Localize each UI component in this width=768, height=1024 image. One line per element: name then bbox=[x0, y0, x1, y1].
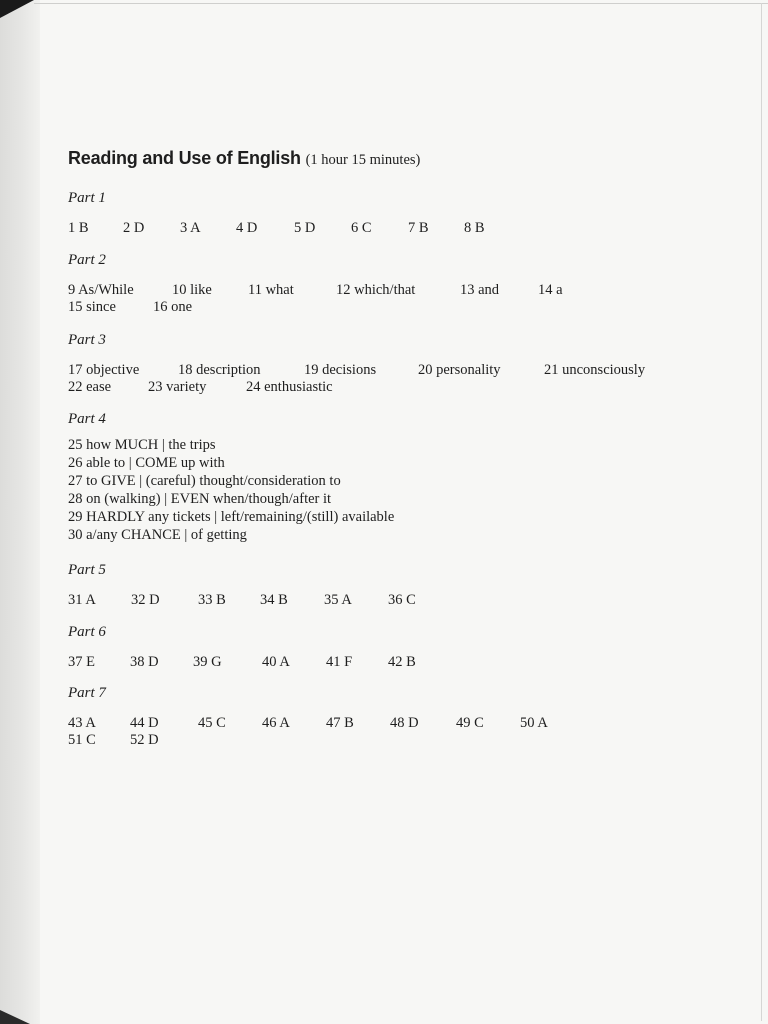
answer-item: 44 D bbox=[130, 715, 159, 731]
answer-item: 42 B bbox=[388, 654, 416, 670]
part-heading: Part 1 bbox=[68, 190, 106, 206]
answer-item: 9 As/While bbox=[68, 282, 134, 298]
answer-item: 49 C bbox=[456, 715, 484, 731]
answer-item: 16 one bbox=[153, 299, 193, 315]
answer-item: 15 since bbox=[68, 299, 116, 315]
answer-item: 34 B bbox=[260, 592, 288, 608]
answer-item: 36 C bbox=[388, 592, 416, 608]
answer-item: 4 D bbox=[236, 220, 258, 236]
answer-item: 11 what bbox=[248, 282, 294, 298]
answer-item: 33 B bbox=[198, 592, 226, 608]
answer-item: 50 A bbox=[520, 715, 548, 731]
answer-item: 24 enthusiastic bbox=[246, 379, 333, 395]
answer-item: 3 A bbox=[180, 220, 201, 236]
answer-item: 8 B bbox=[464, 220, 485, 236]
answer-item: 23 variety bbox=[148, 379, 207, 395]
answer-key bbox=[68, 148, 728, 748]
part-heading: Part 7 bbox=[68, 685, 106, 701]
answer-row bbox=[68, 654, 728, 672]
answer-item: 45 C bbox=[198, 715, 226, 731]
answer-item: 5 D bbox=[294, 220, 316, 236]
answer-item: 19 decisions bbox=[304, 362, 377, 378]
page-title-duration: (1 hour 15 minutes) bbox=[305, 152, 421, 168]
answer-row bbox=[68, 732, 728, 750]
answer-row bbox=[68, 379, 728, 397]
answer-item: 13 and bbox=[460, 282, 500, 298]
answer-item: 40 A bbox=[262, 654, 290, 670]
answer-item: 14 a bbox=[538, 282, 563, 298]
answer-item: 2 D bbox=[123, 220, 145, 236]
answer-item: 52 D bbox=[130, 732, 159, 748]
answer-row bbox=[68, 299, 728, 317]
page-edge-right bbox=[761, 3, 762, 1021]
answer-item: 32 D bbox=[131, 592, 160, 608]
answer-row bbox=[68, 362, 728, 380]
answer-item: 22 ease bbox=[68, 379, 112, 395]
answer-item: 51 C bbox=[68, 732, 96, 748]
answer-item: 21 unconsciously bbox=[544, 362, 646, 378]
page-corner-bottom bbox=[0, 1010, 30, 1024]
answer-item: 48 D bbox=[390, 715, 419, 731]
answer-line: 30 a/any CHANCE | of getting bbox=[68, 527, 247, 543]
answer-item: 7 B bbox=[408, 220, 429, 236]
answer-row bbox=[68, 715, 728, 733]
answer-item: 35 A bbox=[324, 592, 352, 608]
answer-line: 29 HARDLY any tickets | left/remaining/(still) available bbox=[68, 509, 395, 525]
page-title bbox=[68, 148, 728, 170]
answer-item: 39 G bbox=[193, 654, 222, 670]
part-heading: Part 2 bbox=[68, 252, 106, 268]
answer-item: 38 D bbox=[130, 654, 159, 670]
answer-item: 47 B bbox=[326, 715, 354, 731]
answer-item: 6 C bbox=[351, 220, 372, 236]
page-title-main: Reading and Use of English bbox=[68, 148, 301, 168]
answer-line: 28 on (walking) | EVEN when/though/after it bbox=[68, 491, 332, 507]
part-heading: Part 4 bbox=[68, 411, 106, 427]
answer-line: 25 how MUCH | the trips bbox=[68, 437, 216, 453]
answer-row bbox=[68, 220, 728, 238]
part-heading: Part 6 bbox=[68, 624, 106, 640]
answer-item: 17 objective bbox=[68, 362, 140, 378]
answer-line: 26 able to | COME up with bbox=[68, 455, 225, 471]
part-heading: Part 5 bbox=[68, 562, 106, 578]
answer-item: 1 B bbox=[68, 220, 89, 236]
answer-item: 46 A bbox=[262, 715, 290, 731]
page-edge-top bbox=[34, 3, 768, 4]
answer-line: 27 to GIVE | (careful) thought/consideration to bbox=[68, 473, 341, 489]
answer-item: 12 which/that bbox=[336, 282, 416, 298]
answer-item: 37 E bbox=[68, 654, 95, 670]
part-heading: Part 3 bbox=[68, 332, 106, 348]
page-corner-top bbox=[0, 0, 34, 18]
answer-item: 41 F bbox=[326, 654, 353, 670]
answer-item: 20 personality bbox=[418, 362, 501, 378]
answer-item: 31 A bbox=[68, 592, 96, 608]
answer-item: 18 description bbox=[178, 362, 261, 378]
answer-row bbox=[68, 592, 728, 610]
answer-item: 43 A bbox=[68, 715, 96, 731]
book-spine-shadow bbox=[0, 0, 40, 1024]
answer-item: 10 like bbox=[172, 282, 212, 298]
answer-row bbox=[68, 282, 728, 300]
